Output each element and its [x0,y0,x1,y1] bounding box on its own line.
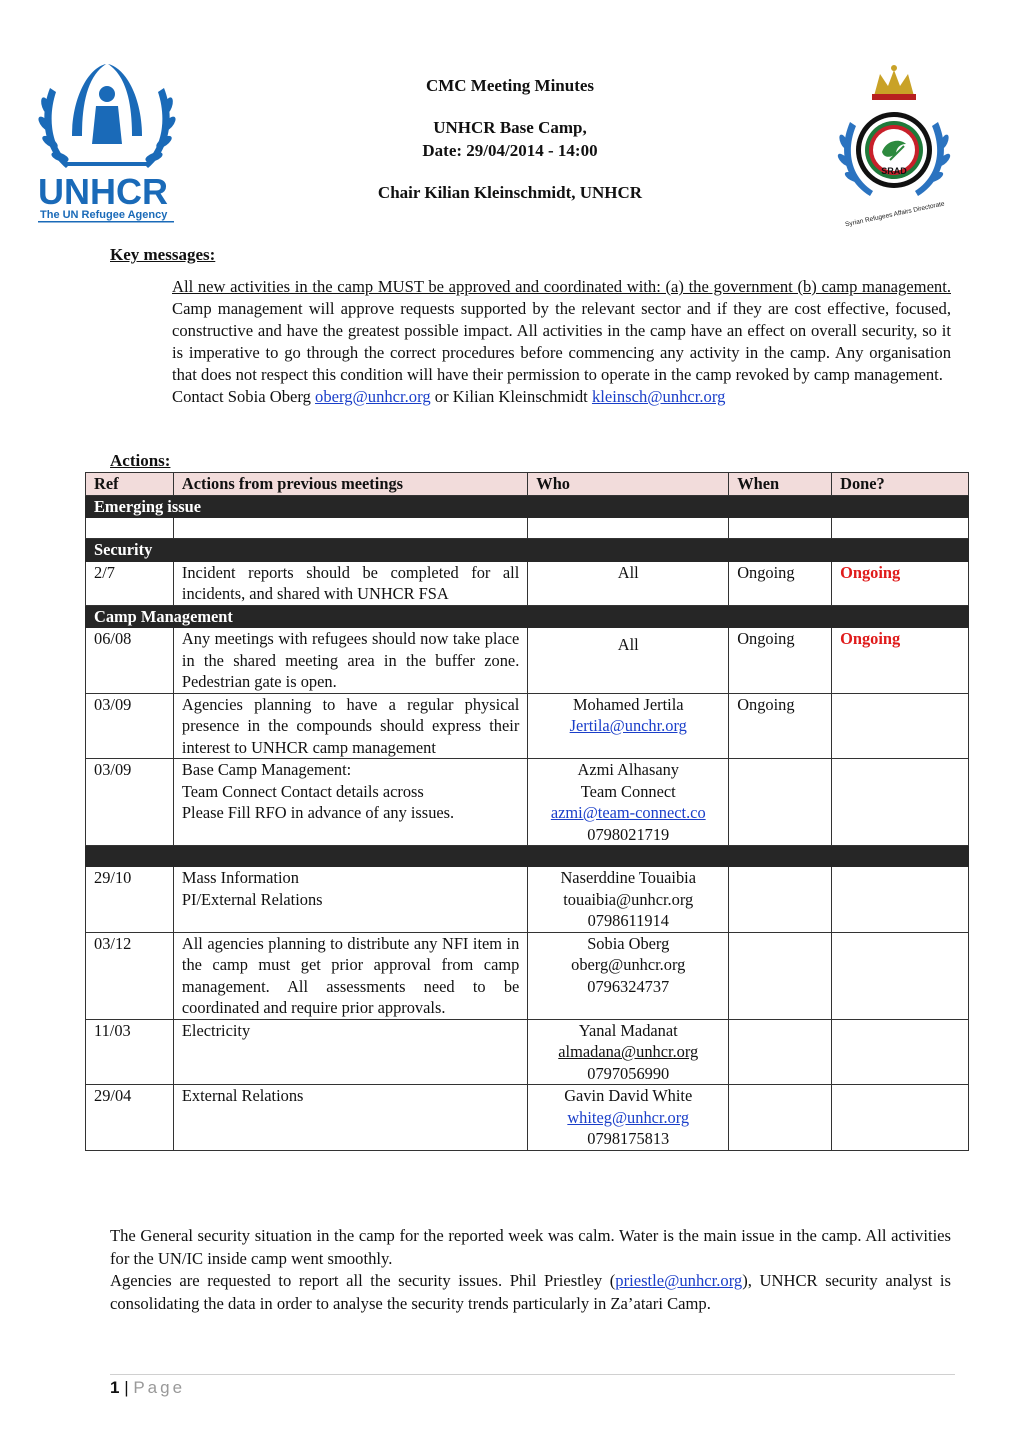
srad-emblem-icon [830,60,958,228]
row-ref: 03/09 [86,759,174,846]
row-done [832,867,969,933]
unhcr-logo [36,58,178,226]
row-who: All [528,628,729,694]
document-header [300,74,720,204]
who-email: touaibia@unhcr.org [563,889,694,909]
row-ref: 29/04 [86,1085,174,1151]
row-when [729,1019,832,1085]
who-name: Gavin David White [564,1086,693,1105]
who-email: almadana@unhcr.org [558,1042,699,1061]
col-who: Who [528,473,729,496]
row-who: All [528,561,729,605]
row-done [832,932,969,1019]
svg-text:UNHCR: UNHCR [38,171,168,212]
row-when [729,759,832,846]
col-when: When [729,473,832,496]
summary-paragraph-2: Agencies are requested to report all the security issues. Phil Priestley (priestle@unhcr.org), UNHCR security analyst is consolidating the data in order to analyse the security trends particularly in Za’atari Camp. [110,1271,952,1313]
contact-email-kleinsch[interactable]: kleinsch@unhcr.org [591,387,726,406]
contact-email-oberg[interactable]: oberg@unhcr.org [315,387,431,406]
who-email[interactable]: Jertila@unchr.org [569,716,687,735]
row-who [528,759,729,846]
who-name: Yanal Madanat [578,1020,678,1040]
table-header-row [86,473,969,496]
table-row [86,518,969,539]
contact-prefix: Contact Sobia Oberg [172,387,316,406]
row-action: All agencies planning to distribute any NFI item in the camp must get prior approval from camp management. All assessments need to be coordinated and require prior approvals. [173,932,527,1019]
row-done [832,1019,969,1085]
security-summary [110,1225,951,1315]
table-row [86,932,969,1019]
table-row [86,759,969,846]
who-name: Sobia Oberg [587,933,670,953]
status-ongoing: Ongoing [840,629,901,648]
row-action: Any meetings with refugees should now take place in the shared meeting area in the buffer zone. Pedestrian gate is open. [173,628,527,694]
who-phone: 0798611914 [587,911,669,930]
table-row [86,867,969,933]
row-done [832,561,969,605]
unhcr-emblem-icon [36,58,178,226]
col-action: Actions from previous meetings [173,473,527,496]
row-when [729,932,832,1019]
row-when [729,1085,832,1151]
row-action: Agencies planning to have a regular physical presence in the compounds should express their interest to UNHCR camp management [173,693,527,759]
row-ref: 06/08 [86,628,174,694]
table-row [86,561,969,605]
key-messages-body [172,276,951,408]
row-who [528,867,729,933]
section-emerging: Emerging issue [86,495,969,518]
row-done [832,1085,969,1151]
key-message-underlined: All new activities in the camp MUST be approved and coordinated with: (a) the government (b) camp management. [172,277,951,296]
row-ref: 11/03 [86,1019,174,1085]
meeting-date: Date: 29/04/2014 - 14:00 [422,141,598,160]
summary-paragraph-1: The General security situation in the camp for the reported week was calm. Water is the main issue in the camp. All activities for the UN/IC inside camp went smoothly. [110,1226,951,1268]
actions-table [85,472,969,1151]
section-security: Security [86,539,969,562]
svg-text:The UN Refugee Agency: The UN Refugee Agency [40,209,168,221]
row-who [528,932,729,1019]
table-row [86,693,969,759]
who-name: Azmi Alhasany [577,760,679,779]
col-ref: Ref [86,473,174,496]
row-action: Mass Information PI/External Relations [173,867,527,933]
row-when: Ongoing [729,693,832,759]
row-ref: 2/7 [86,561,174,605]
row-action: Electricity [173,1019,527,1085]
row-when [729,867,832,933]
svg-text:Syrian Refugees Affairs Direct: Syrian Refugees Affairs Directorate [844,200,946,228]
table-row [86,628,969,694]
svg-text:SRAD: SRAD [881,166,907,176]
who-name: Mohamed Jertila [572,694,684,714]
row-action: Base Camp Management: Team Connect Contact details across Please Fill RFO in advance of any issues. [173,759,527,846]
section-camp-management: Camp Management [86,605,969,628]
meeting-chair: Chair Kilian Kleinschmidt, UNHCR [377,183,643,202]
row-done [832,759,969,846]
page-label: Page [133,1378,186,1397]
page-separator: | [119,1378,134,1397]
footer-divider [110,1374,955,1375]
who-email[interactable]: whiteg@unhcr.org [567,1107,690,1127]
key-message-text: Camp management will approve requests supported by the relevant sector and if they are cost effective, focused, constructive and have the greatest possible impact. All activities in the camp have an effect on overall security, so it is imperative to go through the correct procedures before commencing any activity in the camp. Any organisation that does not respect this condition will have their permission to operate in the camp revoked by camp management. [172,299,951,384]
section-divider [86,846,969,867]
priestley-email[interactable]: priestle@unhcr.org [615,1271,743,1290]
row-when: Ongoing [729,628,832,694]
who-email[interactable]: azmi@team-connect.co [550,803,706,822]
row-who [528,693,729,759]
col-done: Done? [832,473,969,496]
row-done [832,693,969,759]
who-phone: 0798175813 [587,1129,670,1148]
page-number: 1 [110,1378,120,1397]
row-ref: 03/09 [86,693,174,759]
who-org: Team Connect [580,781,676,801]
status-ongoing: Ongoing [840,562,901,582]
row-ref: 03/12 [86,932,174,1019]
key-messages-heading: Key messages: [110,245,216,264]
contact-mid: or Kilian Kleinschmidt [430,387,592,406]
row-when: Ongoing [729,561,832,605]
row-action: Incident reports should be completed for all incidents, and shared with UNHCR FSA [173,561,527,605]
table-row [86,1019,969,1085]
meeting-location: UNHCR Base Camp, [433,118,587,137]
row-who [528,1085,729,1151]
row-done [832,628,969,694]
row-who [528,1019,729,1085]
actions-heading: Actions: [110,451,171,470]
who-phone: 0796324737 [587,976,670,996]
table-row [86,1085,969,1151]
row-action: External Relations [173,1085,527,1151]
srad-logo [830,60,958,228]
page-footer [110,1378,185,1398]
who-phone: 0797056990 [587,1063,670,1083]
document-title: CMC Meeting Minutes [425,76,595,95]
who-phone: 0798021719 [587,824,670,844]
who-email: oberg@unhcr.org [571,955,686,974]
row-ref: 29/10 [86,867,174,933]
who-name: Naserddine Touaibia [560,868,697,887]
